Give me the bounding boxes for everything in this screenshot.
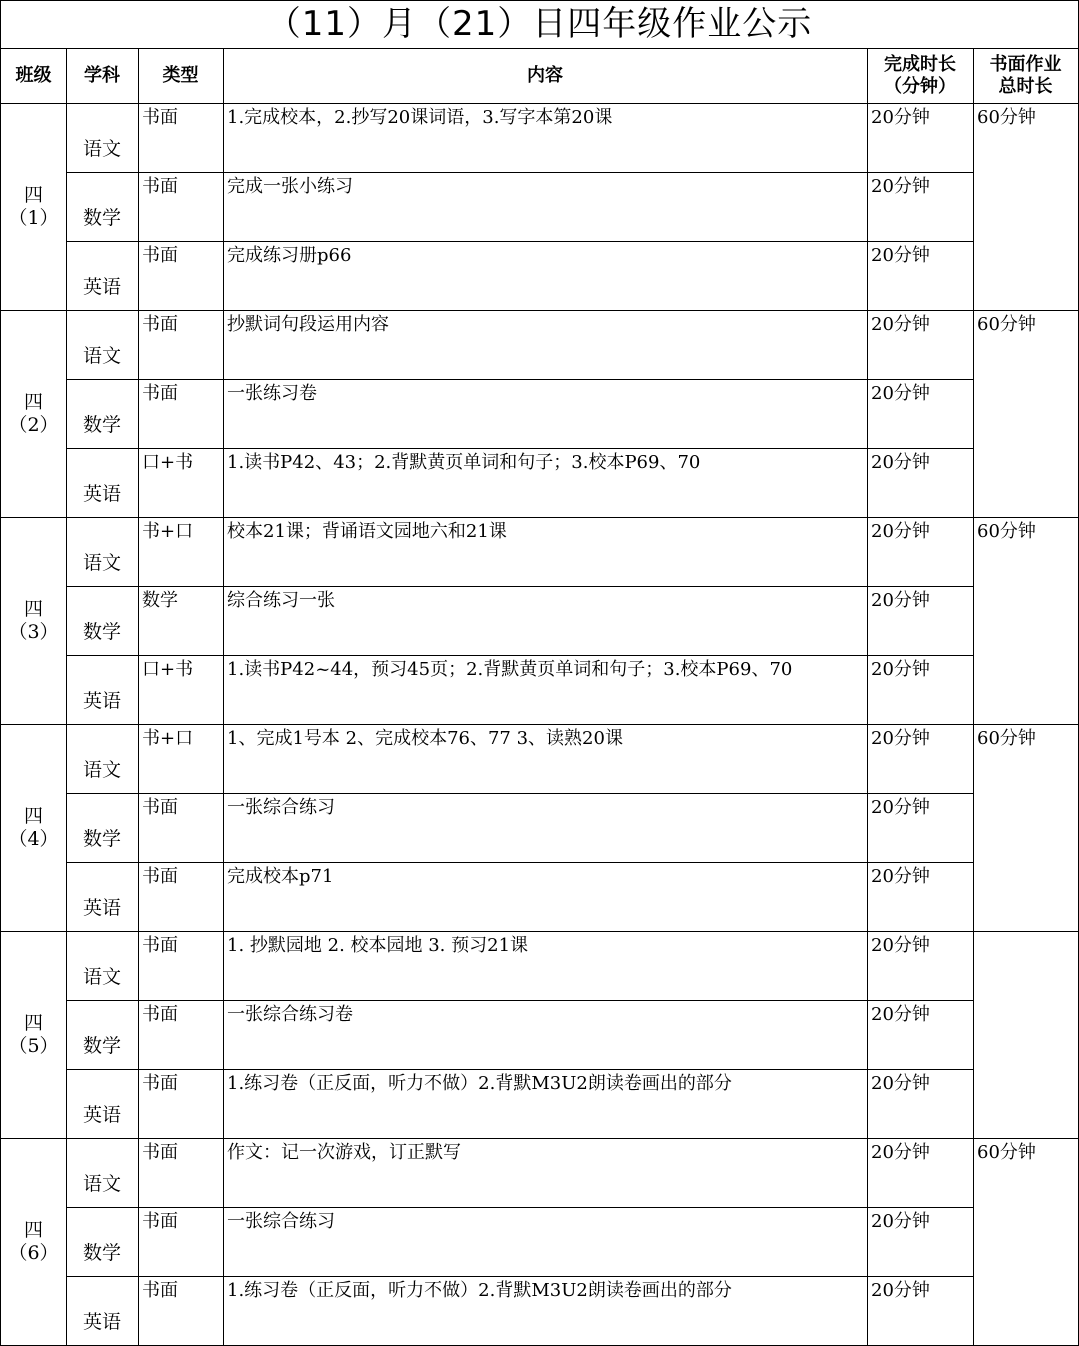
duration-cell: 20分钟 <box>871 1004 930 1025</box>
grid-line <box>66 48 67 1346</box>
header-subject: 学科 <box>84 64 120 86</box>
type-cell: 书面 <box>142 1211 178 1232</box>
content-cell: 1.读书P42~44，预习45页；2.背默黄页单词和句子；3.校本P69、70 <box>227 659 793 680</box>
total-duration: 60分钟 <box>977 521 1036 542</box>
header-duration: 完成时长（分钟） <box>884 53 956 97</box>
type-cell: 数学 <box>142 590 178 611</box>
total-duration: 60分钟 <box>977 107 1036 128</box>
content-cell: 作文：记一次游戏，订正默写 <box>227 1142 461 1163</box>
duration-cell: 20分钟 <box>871 1280 930 1301</box>
type-cell: 书面 <box>142 797 178 818</box>
duration-cell: 20分钟 <box>871 383 930 404</box>
duration-cell: 20分钟 <box>871 1142 930 1163</box>
total-duration: 60分钟 <box>977 1142 1036 1163</box>
content-cell: 抄默词句段运用内容 <box>227 314 389 335</box>
grid-line <box>223 48 224 1346</box>
subject-cell: 数学 <box>82 207 121 230</box>
subject-cell: 英语 <box>82 1104 121 1127</box>
grid-line <box>66 1069 974 1070</box>
duration-cell: 20分钟 <box>871 314 930 335</box>
subject-cell: 语文 <box>82 966 121 989</box>
content-cell: 1. 抄默园地 2. 校本园地 3. 预习21课 <box>227 935 529 956</box>
class-name: 四（5） <box>8 1011 59 1057</box>
content-cell: 1.读书P42、43；2.背默黄页单词和句子；3.校本P69、70 <box>227 452 701 473</box>
duration-cell: 20分钟 <box>871 107 930 128</box>
duration-cell: 20分钟 <box>871 521 930 542</box>
page-title: （11）月（21）日四年级作业公示 <box>266 3 813 44</box>
grid-line <box>0 0 1 1346</box>
content-cell: 完成校本p71 <box>227 866 334 887</box>
class-name: 四（6） <box>8 1218 59 1264</box>
type-cell: 书面 <box>142 176 178 197</box>
type-cell: 书面 <box>142 1004 178 1025</box>
grid-line <box>66 1276 974 1277</box>
grid-line <box>66 172 974 173</box>
duration-cell: 20分钟 <box>871 728 930 749</box>
type-cell: 书面 <box>142 1073 178 1094</box>
content-cell: 1、完成1号本 2、完成校本76、77 3、读熟20课 <box>227 728 623 749</box>
duration-cell: 20分钟 <box>871 797 930 818</box>
type-cell: 口+书 <box>142 659 194 680</box>
duration-cell: 20分钟 <box>871 245 930 266</box>
grid-line <box>66 793 974 794</box>
grid-line <box>66 1000 974 1001</box>
subject-cell: 数学 <box>82 621 121 644</box>
content-cell: 1.练习卷（正反面，听力不做）2.背默M3U2朗读卷画出的部分 <box>227 1073 732 1094</box>
type-cell: 书+口 <box>142 521 194 542</box>
header-total: 书面作业总时长 <box>989 53 1062 97</box>
content-cell: 完成一张小练习 <box>227 176 353 197</box>
grid-line <box>66 586 974 587</box>
grid-line <box>1 931 1079 932</box>
duration-cell: 20分钟 <box>871 452 930 473</box>
grid-line <box>66 379 974 380</box>
total-duration: 60分钟 <box>977 314 1036 335</box>
type-cell: 书面 <box>142 1280 178 1301</box>
grid-line <box>973 48 974 1346</box>
duration-cell: 20分钟 <box>871 590 930 611</box>
subject-cell: 数学 <box>82 1242 121 1265</box>
header-content: 内容 <box>527 64 563 86</box>
grid-line <box>0 103 1079 104</box>
duration-cell: 20分钟 <box>871 1211 930 1232</box>
grid-line <box>1 724 1079 725</box>
content-cell: 完成练习册p66 <box>227 245 352 266</box>
content-cell: 一张综合练习卷 <box>227 1004 353 1025</box>
type-cell: 书+口 <box>142 728 194 749</box>
duration-cell: 20分钟 <box>871 176 930 197</box>
class-name: 四（4） <box>8 804 59 850</box>
grid-line <box>66 862 974 863</box>
class-name: 四（3） <box>8 597 59 643</box>
subject-cell: 英语 <box>82 897 121 920</box>
class-name: 四（1） <box>8 183 59 229</box>
subject-cell: 数学 <box>82 828 121 851</box>
type-cell: 书面 <box>142 935 178 956</box>
total-duration: 60分钟 <box>977 728 1036 749</box>
grid-line <box>0 48 1079 49</box>
type-cell: 书面 <box>142 314 178 335</box>
total-duration <box>973 931 1078 1138</box>
duration-cell: 20分钟 <box>871 866 930 887</box>
content-cell: 1.练习卷（正反面，听力不做）2.背默M3U2朗读卷画出的部分 <box>227 1280 732 1301</box>
subject-cell: 数学 <box>82 414 121 437</box>
content-cell: 一张练习卷 <box>227 383 317 404</box>
type-cell: 书面 <box>142 1142 178 1163</box>
subject-cell: 语文 <box>82 1173 121 1196</box>
type-cell: 书面 <box>142 245 178 266</box>
type-cell: 书面 <box>142 866 178 887</box>
subject-cell: 英语 <box>82 690 121 713</box>
grid-line <box>1 517 1079 518</box>
grid-line <box>138 48 139 1346</box>
type-cell: 口+书 <box>142 452 194 473</box>
header-type: 类型 <box>162 64 199 86</box>
duration-cell: 20分钟 <box>871 1073 930 1094</box>
header-class: 班级 <box>15 64 52 86</box>
class-name: 四（2） <box>8 390 59 436</box>
grid-line <box>1 310 1079 311</box>
grid-line <box>867 48 868 1346</box>
grid-line <box>66 241 974 242</box>
subject-cell: 语文 <box>82 138 121 161</box>
content-cell: 1.完成校本，2.抄写20课词语，3.写字本第20课 <box>227 107 613 128</box>
grid-line <box>1 1138 1079 1139</box>
content-cell: 综合练习一张 <box>227 590 335 611</box>
subject-cell: 语文 <box>82 552 121 575</box>
subject-cell: 英语 <box>82 1311 121 1334</box>
content-cell: 一张综合练习 <box>227 1211 335 1232</box>
grid-line <box>66 655 974 656</box>
grid-line <box>0 0 1079 1</box>
subject-cell: 数学 <box>82 1035 121 1058</box>
duration-cell: 20分钟 <box>871 935 930 956</box>
content-cell: 校本21课；背诵语文园地六和21课 <box>227 521 507 542</box>
type-cell: 书面 <box>142 107 178 128</box>
subject-cell: 语文 <box>82 345 121 368</box>
grid-line <box>66 1207 974 1208</box>
content-cell: 一张综合练习 <box>227 797 335 818</box>
duration-cell: 20分钟 <box>871 659 930 680</box>
grid-line <box>66 448 974 449</box>
type-cell: 书面 <box>142 383 178 404</box>
subject-cell: 语文 <box>82 759 121 782</box>
subject-cell: 英语 <box>82 276 121 299</box>
subject-cell: 英语 <box>82 483 121 506</box>
